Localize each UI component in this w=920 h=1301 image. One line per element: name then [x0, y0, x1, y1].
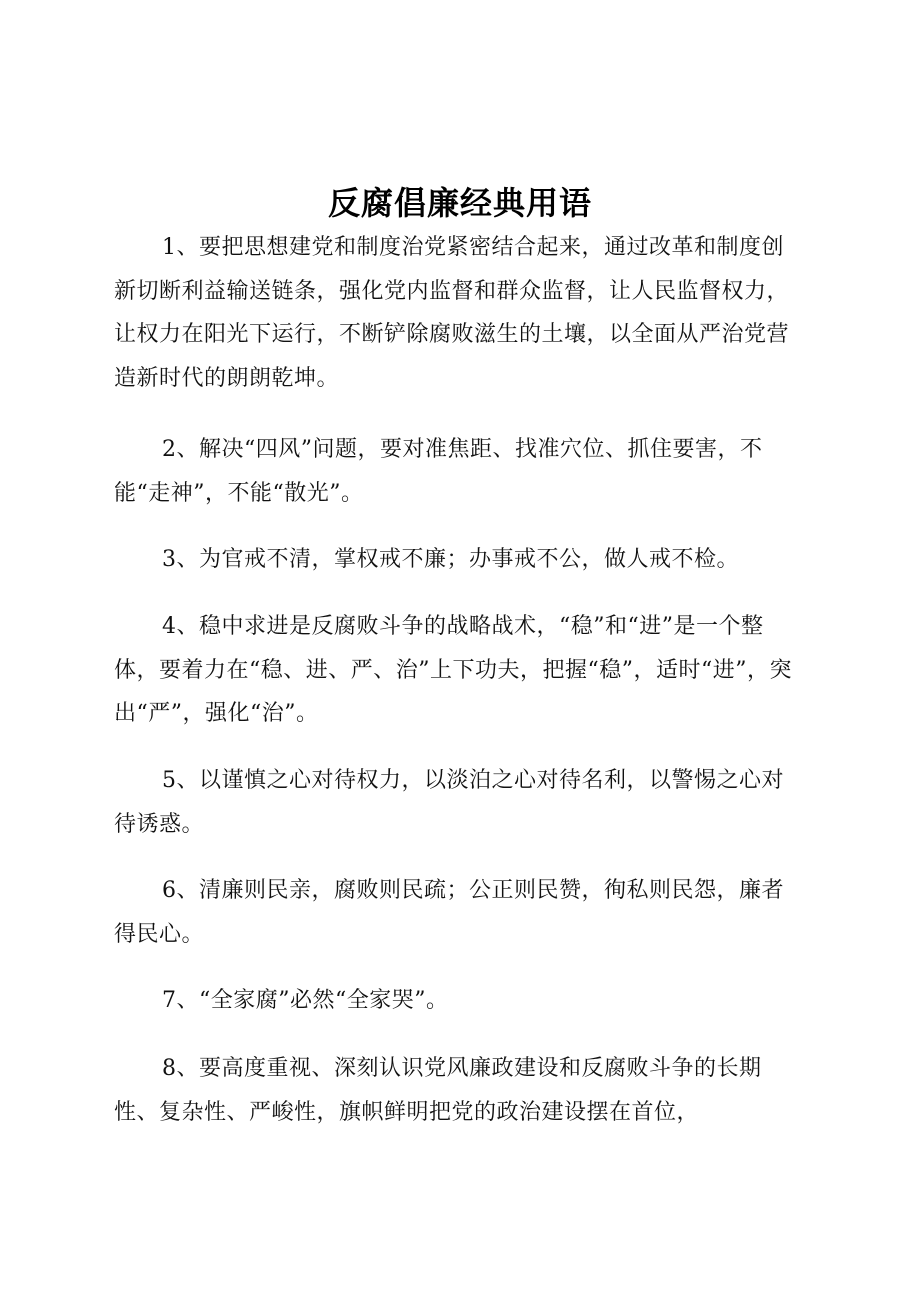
paragraph-item-3: 3、为官戒不清，掌权戒不廉；办事戒不公，做人戒不检。 [162, 547, 739, 572]
paragraph-item-4: 4、稳中求进是反腐败斗争的战略战术，“稳”和“进”是一个整体，要着力在“稳、进、严、治”上下功夫，把握“稳”，适时“进”，突出“严”，强化“治”。 [114, 614, 792, 726]
document-title: 反腐倡廉经典用语 [327, 184, 592, 223]
paragraph-item-1: 1、要把思想建党和制度治党紧密结合起来，通过改革和制度创新切断利益输送链条，强化党内监督和群众监督，让人民监督权力，让权力在阳光下运行，不断铲除腐败滋生的土壤，以全面从严治党营造新时代的朗朗乾坤。 [114, 235, 790, 391]
paragraph-item-7: 7、“全家腐”必然“全家哭”。 [162, 988, 449, 1013]
paragraph-item-8: 8、要高度重视、深刻认识党风廉政建设和反腐败斗争的长期性、复杂性、严峻性，旗帜鲜明把党的政治建设摆在首位， [114, 1056, 762, 1125]
paragraph-item-2: 2、解决“四风”问题，要对准焦距、找准穴位、抓住要害，不能“走神”，不能“散光”。 [114, 437, 763, 506]
paragraph-item-6: 6、清廉则民亲，腐败则民疏；公正则民赞，徇私则民怨，廉者得民心。 [114, 878, 784, 947]
paragraph-item-5: 5、以谨慎之心对待权力，以淡泊之心对待名利，以警惕之心对待诱惑。 [114, 768, 784, 837]
